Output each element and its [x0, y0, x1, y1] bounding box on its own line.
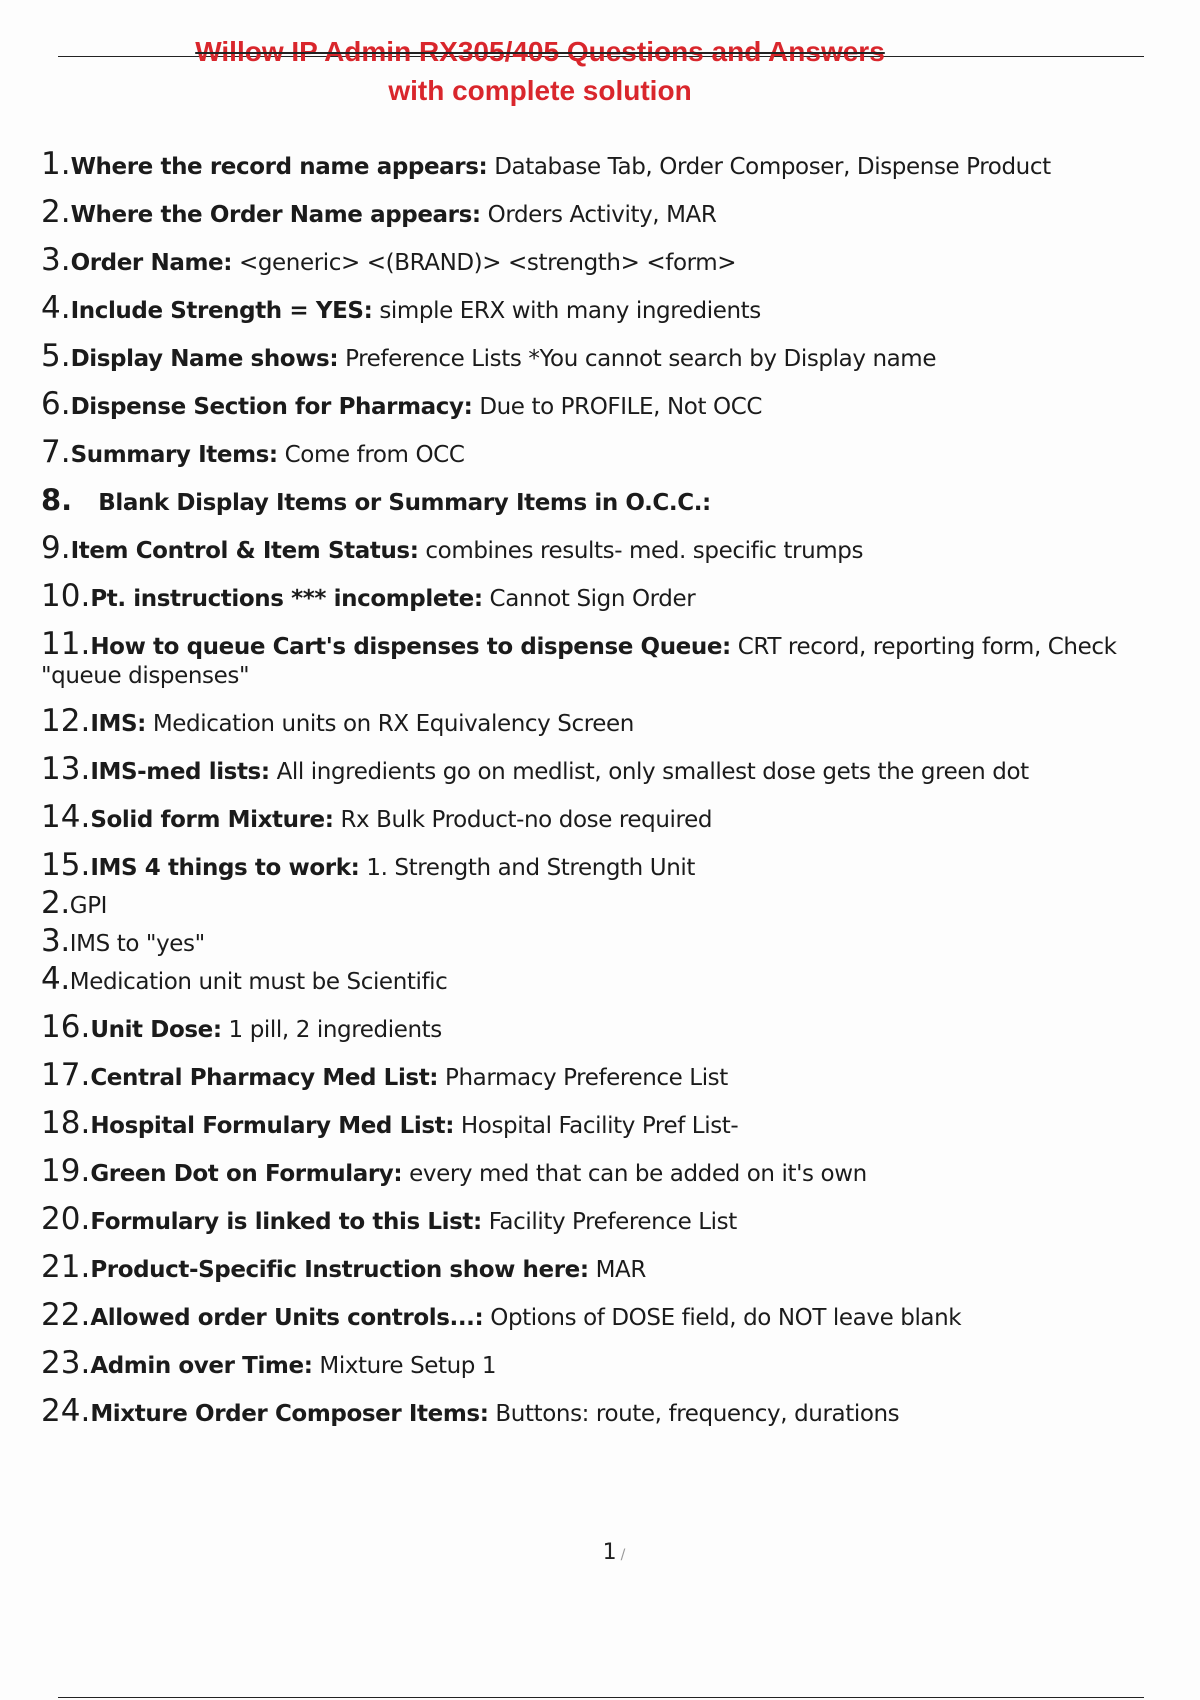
page-number — [0, 1540, 1200, 1565]
title-line-1: Willow IP Admin RX305/405 Questions and Answers — [195, 36, 885, 67]
item-number: 16. — [41, 1009, 91, 1045]
item-number: 9. — [41, 530, 71, 566]
question-text: Solid form Mixture: — [90, 807, 334, 833]
qa-item-9 — [41, 530, 1176, 566]
question-text: IMS 4 things to work: — [90, 855, 360, 881]
question-text: Mixture Order Composer Items: — [90, 1401, 489, 1427]
subline-number: 3. — [41, 923, 70, 959]
item-number: 11. — [41, 626, 91, 662]
qa-item-2 — [41, 194, 1176, 230]
answer-text: Facility Preference List — [481, 1209, 737, 1235]
question-text: Formulary is linked to this List: — [90, 1209, 482, 1235]
question-text: Display Name shows: — [70, 346, 339, 372]
question-text: Include Strength = YES: — [70, 298, 373, 324]
item-number: 5. — [41, 338, 71, 374]
qa-item-6 — [41, 386, 1176, 422]
item-number: 24. — [41, 1393, 91, 1429]
answer-text: Cannot Sign Order — [482, 586, 696, 612]
item-number: 1. — [41, 146, 71, 182]
qa-item-4 — [41, 290, 1176, 326]
qa-list — [41, 146, 1176, 1445]
qa-item-18 — [41, 1105, 1176, 1141]
qa-item-16 — [41, 1009, 1176, 1045]
subline-text: GPI — [69, 893, 108, 919]
answer-text: Hospital Facility Pref List- — [454, 1113, 739, 1139]
answer-text: CRT record, reporting form, Check "queue dispenses" — [41, 634, 1117, 689]
answer-text: Rx Bulk Product-no dose required — [333, 807, 713, 833]
item-number: 21. — [41, 1249, 91, 1285]
question-text: Where the record name appears: — [70, 154, 488, 180]
question-text: Item Control & Item Status: — [70, 538, 419, 564]
qa-item-21 — [41, 1249, 1176, 1285]
question-text: How to queue Cart's dispenses to dispense Queue: — [90, 634, 731, 660]
qa-item-3 — [41, 242, 1176, 278]
answer-text: Medication units on RX Equivalency Screen — [145, 711, 634, 737]
answer-text: Mixture Setup 1 — [312, 1353, 497, 1379]
qa-item-14 — [41, 799, 1176, 835]
qa-item-5 — [41, 338, 1176, 374]
answer-text: Orders Activity, MAR — [480, 202, 717, 228]
item-number: 4. — [41, 290, 71, 326]
item-number: 7. — [41, 434, 71, 470]
question-text: IMS: — [90, 711, 146, 737]
qa-item-7 — [41, 434, 1176, 470]
item-number: 10. — [41, 578, 91, 614]
question-text: Blank Display Items or Summary Items in O.C.C.: — [98, 490, 711, 516]
question-text: Unit Dose: — [90, 1017, 222, 1043]
question-text: Summary Items: — [70, 442, 278, 468]
qa-item-15-subline — [41, 923, 1176, 959]
question-text: Dispense Section for Pharmacy: — [70, 394, 473, 420]
qa-item-10 — [41, 578, 1176, 614]
qa-item-15 — [41, 847, 1176, 883]
question-text: Order Name: — [70, 250, 233, 276]
answer-text: Pharmacy Preference List — [438, 1065, 728, 1091]
item-number: 23. — [41, 1345, 91, 1381]
qa-item-12 — [41, 703, 1176, 739]
question-text: Green Dot on Formulary: — [90, 1161, 403, 1187]
answer-text: Options of DOSE field, do NOT leave blank — [483, 1305, 962, 1331]
qa-item-11 — [41, 626, 1176, 691]
answer-text: All ingredients go on medlist, only smallest dose gets the green dot — [269, 759, 1029, 785]
item-number: 15. — [41, 847, 91, 883]
qa-item-20 — [41, 1201, 1176, 1237]
answer-text: Database Tab, Order Composer, Dispense Product — [487, 154, 1051, 180]
question-text: Central Pharmacy Med List: — [90, 1065, 439, 1091]
qa-item-17 — [41, 1057, 1176, 1093]
qa-item-24 — [41, 1393, 1176, 1429]
item-number: 19. — [41, 1153, 91, 1189]
answer-text: Preference Lists *You cannot search by Display name — [338, 346, 937, 372]
item-number: 12. — [41, 703, 91, 739]
qa-item-15-subline — [41, 885, 1176, 921]
item-number: 3. — [41, 242, 71, 278]
subline-text: Medication unit must be Scientific — [69, 969, 448, 995]
item-number: 18. — [41, 1105, 91, 1141]
answer-text: Buttons: route, frequency, durations — [488, 1401, 900, 1427]
answer-text: 1. Strength and Strength Unit — [359, 855, 695, 881]
answer-text: 1 pill, 2 ingredients — [221, 1017, 442, 1043]
qa-item-19 — [41, 1153, 1176, 1189]
answer-text: simple ERX with many ingredients — [372, 298, 761, 324]
page-number-suffix: / — [620, 1547, 626, 1563]
item-number: 2. — [41, 194, 71, 230]
item-number: 6. — [41, 386, 71, 422]
qa-item-22 — [41, 1297, 1176, 1333]
question-text: Product-Specific Instruction show here: — [90, 1257, 589, 1283]
subline-number: 2. — [41, 885, 70, 921]
answer-text: <generic> <(BRAND)> <strength> <form> — [232, 250, 737, 276]
footer-rule — [58, 1697, 1144, 1698]
item-number: 22. — [41, 1297, 91, 1333]
item-number: 14. — [41, 799, 91, 835]
answer-text: Come from OCC — [277, 442, 465, 468]
question-text: Hospital Formulary Med List: — [90, 1113, 454, 1139]
question-text: Admin over Time: — [90, 1353, 313, 1379]
page-number-value: 1 — [602, 1540, 617, 1565]
document-title — [0, 32, 1080, 110]
qa-item-15-subline — [41, 961, 1176, 997]
item-number: 8. — [41, 483, 73, 517]
answer-text: every med that can be added on it's own — [402, 1161, 867, 1187]
answer-text: Due to PROFILE, Not OCC — [472, 394, 763, 420]
qa-item-13 — [41, 751, 1176, 787]
item-number: 17. — [41, 1057, 91, 1093]
answer-text: MAR — [588, 1257, 646, 1283]
item-number: 20. — [41, 1201, 91, 1237]
question-text: Where the Order Name appears: — [70, 202, 481, 228]
qa-item-23 — [41, 1345, 1176, 1381]
title-line-2: with complete solution — [388, 75, 692, 106]
answer-text: combines results- med. specific trumps — [418, 538, 864, 564]
qa-item-1 — [41, 146, 1176, 182]
question-text: Allowed order Units controls...: — [90, 1305, 484, 1331]
question-text: IMS-med lists: — [90, 759, 270, 785]
question-text: Pt. instructions *** incomplete: — [90, 586, 483, 612]
subline-text: IMS to "yes" — [69, 931, 205, 957]
item-number: 13. — [41, 751, 91, 787]
subline-number: 4. — [41, 961, 70, 997]
qa-item-8 — [41, 483, 1176, 518]
